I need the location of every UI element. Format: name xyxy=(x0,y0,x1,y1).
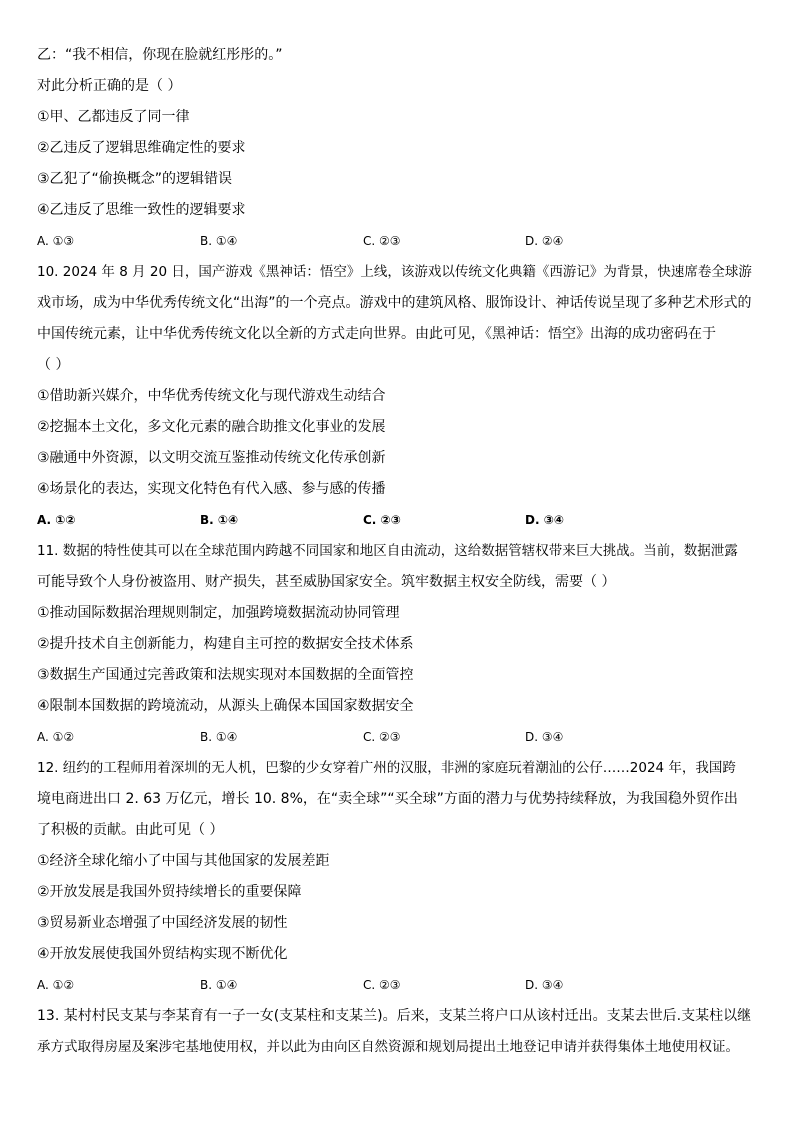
q9-option-a[interactable]: A. ①③ xyxy=(37,234,75,248)
q9-item-1: ①甲、乙都违反了同一律 xyxy=(37,109,190,125)
q11-stem-line-2: 可能导致个人身份被盗用、财产损失，甚至威胁国家安全。筑牢数据主权安全防线，需要（ ） xyxy=(37,574,616,590)
q10-item-1: ①借助新兴媒介，中华优秀传统文化与现代游戏生动结合 xyxy=(37,388,386,404)
q10-option-d[interactable]: D. ③④ xyxy=(525,513,565,527)
q9-item-3: ③乙犯了“偷换概念”的逻辑错误 xyxy=(37,171,233,187)
q11-item-2: ②提升技术自主创新能力，构建自主可控的数据安全技术体系 xyxy=(37,636,414,652)
q12-stem-line-1: 12. 纽约的工程师用着深圳的无人机，巴黎的少女穿着广州的汉服，非洲的家庭玩着潮汕的公仔……2024 年，我国跨 xyxy=(37,760,736,776)
q10-item-2: ②挖掘本土文化，多文化元素的融合助推文化事业的发展 xyxy=(37,419,386,435)
q12-option-c[interactable]: C. ②③ xyxy=(363,978,401,992)
q10-item-3: ③融通中外资源，以文明交流互鉴推动传统文化传承创新 xyxy=(37,450,386,466)
q11-item-1: ①推动国际数据治理规则制定，加强跨境数据流动协同管理 xyxy=(37,605,400,621)
q11-option-d[interactable]: D. ③④ xyxy=(525,730,564,744)
q11-option-a[interactable]: A. ①② xyxy=(37,730,75,744)
q10-option-a[interactable]: A. ①② xyxy=(37,513,76,527)
q10-option-c[interactable]: C. ②③ xyxy=(363,513,401,527)
q13-stem-line-2: 承方式取得房屋及案涉宅基地使用权，并以此为由向区自然资源和规划局提出土地登记申请并获得集体土地使用权证。 xyxy=(37,1039,739,1055)
q11-option-c[interactable]: C. ②③ xyxy=(363,730,401,744)
q11-item-4: ④限制本国数据的跨境流动，从源头上确保本国国家数据安全 xyxy=(37,698,414,714)
q11-stem-line-1: 11. 数据的特性使其可以在全球范围内跨越不同国家和地区自由流动，这给数据管辖权带来巨大挑战。当前，数据泄露 xyxy=(37,543,738,559)
q9-option-d[interactable]: D. ②④ xyxy=(525,234,564,248)
q10-stem-line-3: 中国传统元素，让中华优秀传统文化以全新的方式走向世界。由此可见，《黑神话：悟空》出海的成功密码在于 xyxy=(37,326,716,342)
q9-option-b[interactable]: B. ①④ xyxy=(200,234,238,248)
q12-item-2: ②开放发展是我国外贸持续增长的重要保障 xyxy=(37,884,302,900)
q10-stem-line-1: 10. 2024 年 8 月 20 日，国产游戏《黑神话：悟空》上线，该游戏以传统文化典籍《西游记》为背景，快速席卷全球游 xyxy=(37,264,752,280)
q9-item-4: ④乙违反了思维一致性的逻辑要求 xyxy=(37,202,246,218)
q12-option-a[interactable]: A. ①② xyxy=(37,978,75,992)
q12-stem-line-2: 境电商进出口 2. 63 万亿元，增长 10. 8%，在“卖全球”“买全球”方面的潜力与优势持续释放，为我国稳外贸作出 xyxy=(37,791,738,807)
q12-stem-line-3: 了积极的贡献。由此可见（ ） xyxy=(37,822,224,838)
q11-item-3: ③数据生产国通过完善政策和法规实现对本国数据的全面管控 xyxy=(37,667,414,683)
q10-stem-line-4: （ ） xyxy=(37,357,70,373)
q13-stem-line-1: 13. 某村村民支某与李某育有一子一女(支某柱和支某兰)。后来，支某兰将户口从该村迁出。支某去世后.支某柱以继 xyxy=(37,1008,752,1024)
q9-item-2: ②乙违反了逻辑思维确定性的要求 xyxy=(37,140,246,156)
q12-option-d[interactable]: D. ③④ xyxy=(525,978,564,992)
q12-item-4: ④开放发展使我国外贸结构实现不断优化 xyxy=(37,946,288,962)
q11-option-b[interactable]: B. ①④ xyxy=(200,730,238,744)
q12-option-b[interactable]: B. ①④ xyxy=(200,978,238,992)
q9-dialogue: 乙：“我不相信，你现在脸就红彤彤的。” xyxy=(37,47,283,63)
q9-stem: 对此分析正确的是（ ） xyxy=(37,78,182,94)
q12-item-3: ③贸易新业态增强了中国经济发展的韧性 xyxy=(37,915,288,931)
q10-item-4: ④场景化的表达，实现文化特色有代入感、参与感的传播 xyxy=(37,481,386,497)
q9-option-c[interactable]: C. ②③ xyxy=(363,234,401,248)
q10-stem-line-2: 戏市场，成为中华优秀传统文化“出海”的一个亮点。游戏中的建筑风格、服饰设计、神话传说呈现了多种艺术形式的 xyxy=(37,295,752,311)
q12-item-1: ①经济全球化缩小了中国与其他国家的发展差距 xyxy=(37,853,330,869)
q10-option-b[interactable]: B. ①④ xyxy=(200,513,239,527)
